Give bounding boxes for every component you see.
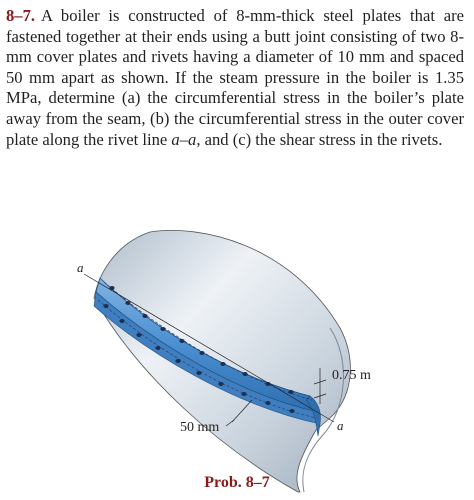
line-label-a-start: a xyxy=(171,129,180,149)
rivet xyxy=(265,401,270,405)
problem-text-end: , and (c) the shear stress in the rivets. xyxy=(196,129,443,149)
boiler-shell xyxy=(94,230,350,492)
rivet xyxy=(103,304,108,308)
radius-label: 0.75 m xyxy=(332,368,371,383)
rivet xyxy=(125,301,130,305)
problem-number: 8–7. xyxy=(6,6,36,25)
rivet xyxy=(220,362,225,366)
spacing-label: 50 mm xyxy=(180,420,220,435)
rivet xyxy=(196,371,201,375)
boiler-figure xyxy=(0,208,474,500)
section-label-a-top: a xyxy=(77,260,84,275)
line-label-dash: – xyxy=(179,129,189,149)
rivet xyxy=(160,327,165,331)
rivet xyxy=(288,390,293,394)
rivet xyxy=(119,319,124,323)
figure-caption: Prob. 8–7 xyxy=(204,474,270,491)
rivet xyxy=(199,351,204,355)
boiler-drawing xyxy=(0,208,474,500)
rivet xyxy=(155,346,160,350)
problem-text-main: A boiler is constructed of 8-mm-thick steel plates that are fastened together at their ends using a butt joint consisting of two 8-mm cover plates and rivets having a diameter of 10 mm and spaced 50 mm apart as shown. If the steam pressure in the boiler is 1.35 MPa, determine (a) the circumferential stress in the boiler’s plate away from the seam, (b) the circumferential stress in the outer cover plate along the rivet line xyxy=(6,6,464,149)
rivet xyxy=(242,372,247,376)
rivet xyxy=(179,339,184,343)
section-label-a-bottom: a xyxy=(337,418,344,433)
problem-statement xyxy=(6,6,464,150)
rivet xyxy=(218,382,223,386)
line-label-a-end: a xyxy=(188,129,197,149)
rivet xyxy=(175,359,180,363)
rivet xyxy=(142,314,147,318)
rivet xyxy=(241,392,246,396)
rivet xyxy=(289,409,294,413)
rivet xyxy=(136,333,141,337)
